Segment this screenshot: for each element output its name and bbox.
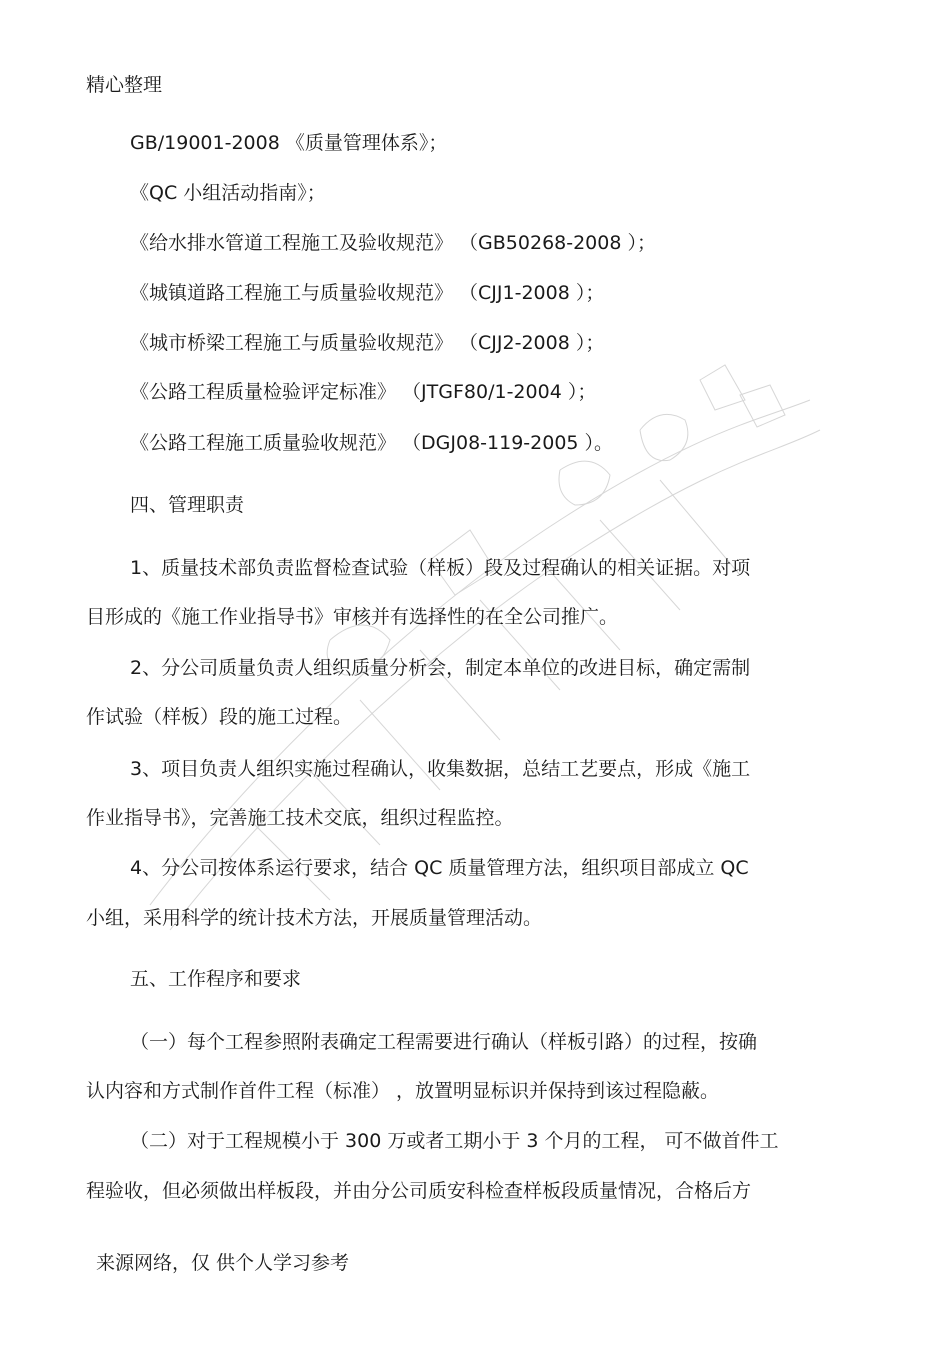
reference-line: 《城镇道路工程施工与质量验收规范》 （CJJ1-2008 ）； — [130, 282, 605, 304]
paragraph-line: 4、分公司按体系运行要求，结合 QC 质量管理方法，组织项目部成立 QC — [130, 857, 749, 879]
page-footer: 来源网络，仅 供个人学习参考 — [96, 1252, 350, 1274]
paragraph-line: 作业指导书》，完善施工技术交底，组织过程监控。 — [86, 807, 514, 829]
paragraph-line: 程验收，但必须做出样板段，并由分公司质安科检查样板段质量情况，合格后方 — [86, 1180, 752, 1202]
paragraph-line: 2、分公司质量负责人组织质量分析会，制定本单位的改进目标，确定需制 — [130, 657, 751, 679]
section-heading: 四、管理职责 — [130, 494, 245, 516]
page-header: 精心整理 — [86, 74, 163, 96]
paragraph-line: （二）对于工程规模小于 300 万或者工期小于 3 个月的工程， 可不做首件工 — [130, 1130, 779, 1152]
reference-line: 《给水排水管道工程施工及验收规范》 （GB50268-2008 ）； — [130, 232, 656, 254]
reference-line: GB/19001-2008 《质量管理体系》； — [130, 132, 448, 154]
paragraph-line: 小组，采用科学的统计技术方法，开展质量管理活动。 — [86, 907, 543, 929]
paragraph-line: （一）每个工程参照附表确定工程需要进行确认（样板引路）的过程，按确 — [130, 1031, 758, 1053]
section-heading: 五、工作程序和要求 — [130, 968, 302, 990]
reference-line: 《QC 小组活动指南》； — [130, 182, 326, 204]
paragraph-line: 1、质量技术部负责监督检查试验（样板）段及过程确认的相关证据。对项 — [130, 557, 751, 579]
paragraph-line: 3、项目负责人组织实施过程确认，收集数据，总结工艺要点，形成《施工 — [130, 758, 751, 780]
paragraph-line: 目形成的《施工作业指导书》审核并有选择性的在全公司推广。 — [86, 606, 619, 628]
reference-line: 《公路工程质量检验评定标准》 （JTGF80/1-2004 ）； — [130, 381, 597, 403]
reference-line: 《城市桥梁工程施工与质量验收规范》 （CJJ2-2008 ）； — [130, 332, 605, 354]
paragraph-line: 认内容和方式制作首件工程（标准） ，放置明显标识并保持到该过程隐蔽。 — [86, 1080, 720, 1102]
reference-line: 《公路工程施工质量验收规范》 （DGJ08-119-2005 ）。 — [130, 432, 614, 454]
paragraph-line: 作试验（样板）段的施工过程。 — [86, 706, 353, 728]
